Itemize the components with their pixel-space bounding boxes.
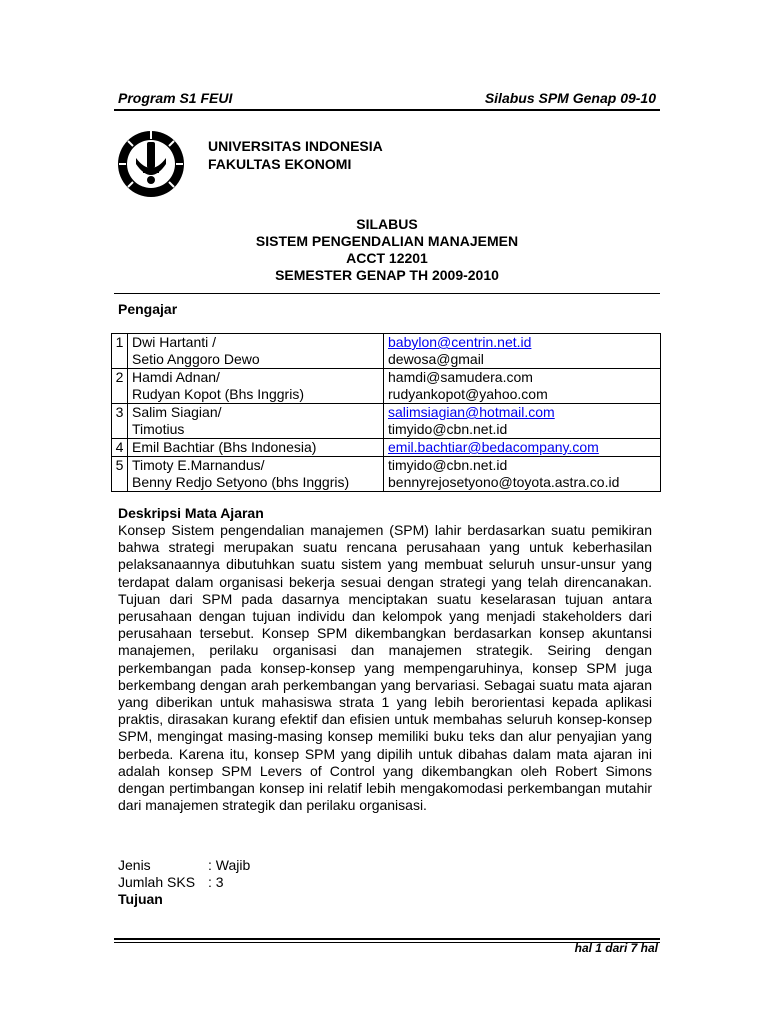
- row-number: 1: [112, 334, 128, 369]
- table-row: [112, 334, 661, 369]
- teacher-name: Timoty E.Marnandus/: [132, 457, 265, 473]
- institution-university: UNIVERSITAS INDONESIA: [208, 138, 383, 154]
- sks-row: [118, 874, 250, 891]
- email-link[interactable]: babylon@centrin.net.id: [388, 334, 532, 350]
- page-number: hal 1 dari 7 hal: [574, 941, 658, 955]
- table-row: [112, 404, 661, 439]
- course-meta: [118, 857, 250, 908]
- header-rule: [114, 109, 660, 111]
- email-text: hamdi@samudera.com: [388, 369, 533, 385]
- row-number: 3: [112, 404, 128, 439]
- row-number: 5: [112, 457, 128, 492]
- teacher-names: [128, 334, 384, 369]
- teacher-name: Setio Anggoro Dewo: [132, 351, 260, 367]
- pengajar-heading: Pengajar: [118, 301, 178, 317]
- sks-value: : 3: [208, 874, 224, 890]
- tujuan-heading: Tujuan: [118, 891, 163, 907]
- teacher-emails: [384, 457, 661, 492]
- title-line-1: SILABUS: [356, 216, 418, 232]
- title-line-2: SISTEM PENGENDALIAN MANAJEMEN: [255, 233, 519, 249]
- header-silabus: Silabus SPM Genap 09-10: [484, 90, 656, 106]
- jenis-value: : Wajib: [208, 857, 251, 873]
- teacher-name: Emil Bachtiar (Bhs Indonesia): [132, 439, 317, 455]
- table-row: [112, 439, 661, 457]
- teacher-names: [128, 404, 384, 439]
- teacher-name: Salim Siagian/: [132, 404, 222, 420]
- email-link[interactable]: salimsiagian@hotmail.com: [388, 404, 555, 420]
- teacher-emails: [384, 439, 661, 457]
- institution-name: [208, 137, 383, 173]
- email-text: bennyrejosetyono@toyota.astra.co.id: [388, 474, 620, 490]
- email-text: dewosa@gmail: [388, 351, 484, 367]
- title-line-4: SEMESTER GENAP TH 2009-2010: [275, 267, 499, 283]
- email-link[interactable]: emil.bachtiar@bedacompany.com: [388, 439, 599, 455]
- teacher-emails: [384, 404, 661, 439]
- description-body: Konsep Sistem pengendalian manajemen (SPM) lahir berdasarkan suatu pemikiran bahwa strategi merupakan suatu rencana perusahaan yang untuk keberhasilan pelaksanaannya dibutuhkan suatu sistem yang membuat seluruh unsur-unsur yang terdapat dalam organisasi bekerja sesuai dengan strategi yang telah direncanakan. Tujuan dari SPM pada dasarnya menciptakan suatu keselarasan tujuan antara perusahaan dengan tujuan individu dan kelompok yang menjadi stakeholders dari perusahaan tersebut. Konsep SPM dikembangkan berdasarkan konsep akuntansi manajemen, perilaku organisasi dan manajemen strategik. Seiring dengan perkembangan pada konsep-konsep yang mempengaruhinya, konsep SPM juga berkembang dengan arah perkembangan yang bervariasi. Sebagai suatu mata ajaran yang diberikan untuk mahasiswa strata 1 yang lebih berorientasi kepada aplikasi praktis, dirasakan kurang efektif dan efisien untuk membahas seluruh konsep-konsep SPM, mengingat masing-masing konsep memiliki buku teks dan alur penyajian yang berbeda. Karena itu, konsep SPM yang dipilih untuk dibahas dalam mata ajaran ini adalah konsep SPM Levers of Control yang dikembangkan oleh Robert Simons dengan pertimbangan konsep ini relatif lebih mengakomodasi perkembangan mutahir dari manajemen strategik dan perilaku organisasi.: [118, 522, 652, 814]
- teacher-name: Dwi Hartanti /: [132, 334, 217, 350]
- row-number: 2: [112, 369, 128, 404]
- jenis-label: Jenis: [118, 857, 151, 873]
- teacher-emails: [384, 334, 661, 369]
- email-text: timyido@cbn.net.id: [388, 421, 508, 437]
- title-line-3: ACCT 12201: [346, 250, 428, 266]
- jenis-row: [118, 857, 250, 874]
- row-number: 4: [112, 439, 128, 457]
- teacher-names: [128, 457, 384, 492]
- section-rule: [114, 293, 660, 294]
- sks-label: Jumlah SKS: [118, 874, 196, 890]
- footer-rule: [114, 938, 660, 940]
- institution-faculty: FAKULTAS EKONOMI: [208, 156, 352, 172]
- teacher-name: Timotius: [132, 421, 185, 437]
- teacher-name: Benny Redjo Setyono (bhs Inggris): [132, 474, 350, 490]
- university-logo-icon: [116, 128, 186, 200]
- description-heading: Deskripsi Mata Ajaran: [118, 505, 264, 521]
- teacher-name: Hamdi Adnan/: [132, 369, 220, 385]
- teacher-name: Rudyan Kopot (Bhs Inggris): [132, 386, 304, 402]
- header-program: Program S1 FEUI: [118, 90, 233, 106]
- table-row: [112, 369, 661, 404]
- teacher-table: [111, 333, 661, 492]
- email-text: rudyankopot@yahoo.com: [388, 386, 548, 402]
- teacher-names: [128, 369, 384, 404]
- email-text: timyido@cbn.net.id: [388, 457, 508, 473]
- syllabus-title: [114, 216, 660, 284]
- table-row: [112, 457, 661, 492]
- teacher-names: [128, 439, 384, 457]
- teacher-emails: [384, 369, 661, 404]
